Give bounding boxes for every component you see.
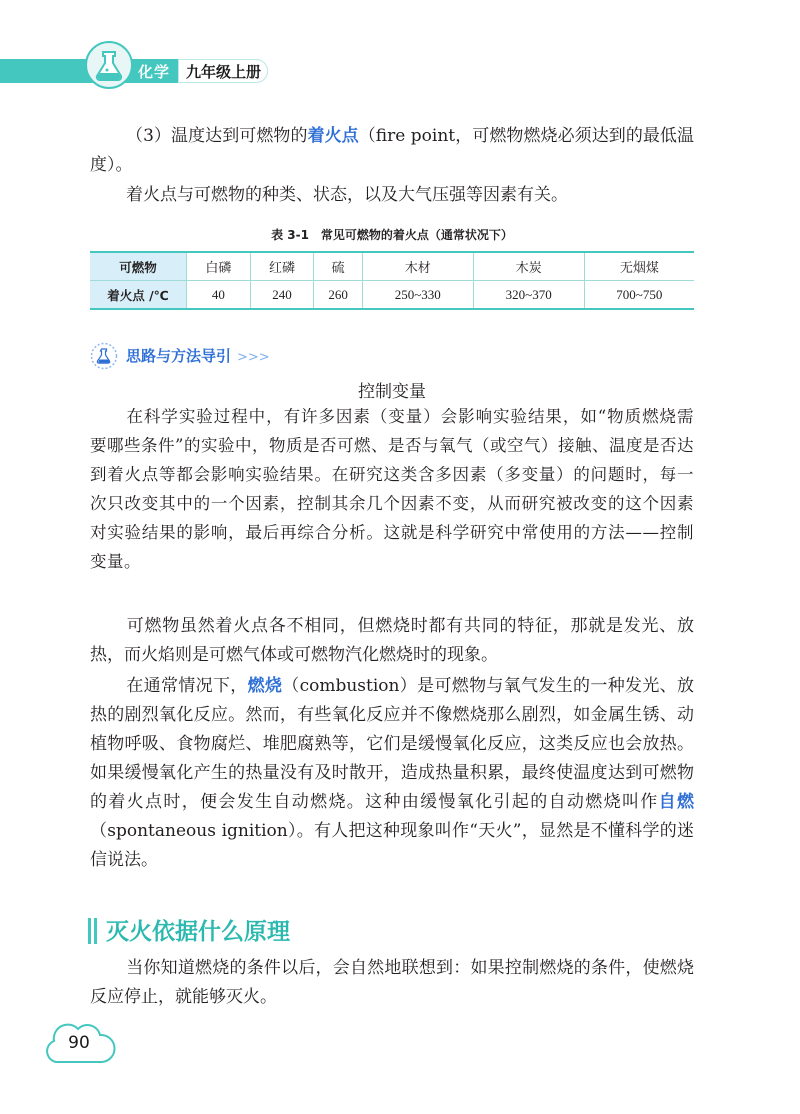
term-ignition-point: 着火点 [307,126,359,146]
table-cell: 40 [187,281,251,310]
paragraph-ignition-factors [90,181,694,210]
table-row-ignition-points [90,281,694,310]
row-header-substance: 可燃物 [90,252,187,281]
guide-heading: 控制变量 [358,382,426,402]
table-cell: 260 [314,281,362,310]
table-caption: 表 3-1 常见可燃物的着火点（通常状况下） [271,228,513,242]
guide-arrows: >>> [237,350,270,365]
guide-body-text: 在科学实验过程中，有许多因素（变量）会影响实验结果，如“物质燃烧需要哪些条件”的实验中，物质是否可燃、是否与氧气（或空气）接触、温度是否达到着火点等都会影响实验结果。在研究这类含多因素（多变量）的问题时，每一次只改变其中的一个因素，控制其余几个因素不变，从而研究被改变的这个因素对实验结果的影响，最后再综合分析。这就是科学研究中常使用的方法——控制变量。 [90,407,694,571]
header-subject: 化学 [138,63,171,81]
term-spontaneous-ignition: 自燃 [658,792,694,812]
p4-rest: （spontaneous ignition）。有人把这种现象叫作“天火”，显然是不懂科学的迷信说法。 [90,821,694,870]
table-cell: 250~330 [362,281,473,310]
table-cell: 白磷 [187,252,251,281]
p2-text: 着火点与可燃物的种类、状态，以及大气压强等因素有关。 [126,185,568,205]
table-cell: 无烟煤 [584,252,694,281]
p5-text: 当你知道燃烧的条件以后，会自然地联想到：如果控制燃烧的条件，使燃烧反应停止，就能够灭火。 [90,958,694,1007]
section-marker-bar [94,918,97,944]
p1-lead: （3）温度达到可燃物的 [126,126,308,146]
header-grade: 九年级上册 [186,63,262,81]
table-cell: 木材 [362,252,473,281]
paragraph-combustion-features [90,612,694,670]
term-combustion: 燃烧 [247,676,283,696]
paragraph-extinguish [90,954,694,1012]
table-cell: 240 [250,281,314,310]
table-cell: 木炭 [473,252,584,281]
p4-lead: 在通常情况下， [126,676,248,696]
table-cell: 320~370 [473,281,584,310]
p4-mid: （combustion）是可燃物与氧气发生的一种发光、放热的剧烈氧化反应。然而，有些氧化反应并不像燃烧那么剧烈，如金属生锈、动植物呼吸、食物腐烂、堆肥腐熟等，它们是缓慢氧化反应，这类反应也会放热。如果缓慢氧化产生的热量没有及时散开，造成热量积累，最终使温度达到可燃物的着火点时，便会发生自动燃烧。这种由缓慢氧化引起的自动燃烧叫作 [90,676,695,812]
p1-rest: （fire point，可燃物燃烧必须达到的最低温度）。 [90,126,694,175]
ignition-point-table [90,251,694,310]
table-row-substances [90,252,694,281]
guide-title-text: 思路与方法导引 [126,347,232,365]
table-cell: 红磷 [250,252,314,281]
p3-text: 可燃物虽然着火点各不相同，但燃烧时都有共同的特征，那就是发光、放热，而火焰则是可燃气体或可燃物汽化燃烧时的现象。 [90,616,694,665]
section-title: 灭火依据什么原理 [106,918,290,945]
table-cell: 硫 [314,252,362,281]
row-header-ignition-point: 着火点 /℃ [90,281,187,310]
section-marker-bar [88,918,91,944]
idea-flask-icon [90,342,118,370]
table-cell: 700~750 [584,281,694,310]
guide-body [90,402,694,576]
flask-logo-icon [84,40,134,90]
paragraph-spontaneous-combustion [90,672,694,875]
guide-title [126,345,270,366]
paragraph-ignition-condition [90,122,694,180]
page-number: 90 [68,1033,90,1053]
